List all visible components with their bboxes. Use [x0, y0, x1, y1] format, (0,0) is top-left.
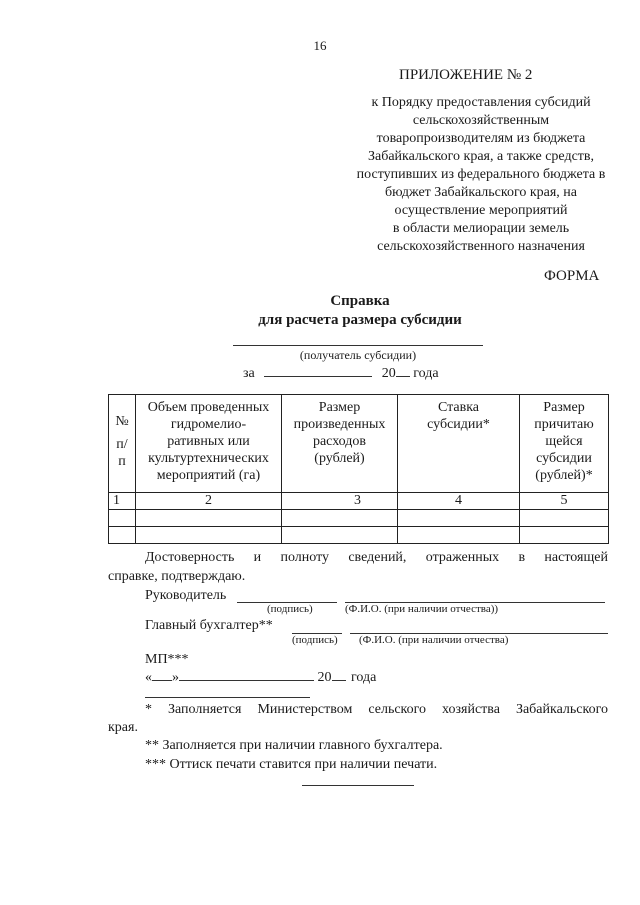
appendix-line: поступивших из федерального бюджета в	[356, 167, 606, 182]
footnote-1-cont: края.	[108, 720, 138, 735]
appendix-line: осуществление мероприятий	[394, 203, 568, 218]
seal-label: МП***	[145, 652, 189, 667]
footnote-divider	[145, 697, 310, 698]
table-header-row	[109, 395, 609, 493]
day-blank[interactable]	[152, 668, 172, 681]
form-label: ФОРМА	[544, 268, 600, 284]
footnote-2: ** Заполняется при наличии главного бухгалтера.	[145, 738, 443, 753]
table-row	[109, 510, 609, 527]
table-cell[interactable]	[136, 510, 282, 527]
table-cell[interactable]	[398, 527, 520, 544]
title-sub: для расчета размера субсидии	[258, 312, 462, 328]
table-cell[interactable]	[136, 527, 282, 544]
table-cell[interactable]	[109, 510, 136, 527]
end-divider	[302, 785, 414, 786]
appendix-line: Забайкальского края, а также средств,	[367, 149, 595, 164]
subsidy-table	[108, 394, 609, 544]
appendix-line: бюджет Забайкальского края, на	[384, 185, 578, 200]
table-cell[interactable]	[109, 527, 136, 544]
period-prefix: за	[243, 366, 255, 381]
certification-line: Достоверность и полноту сведений, отраженных в настоящей	[145, 550, 608, 565]
table-cell[interactable]	[282, 510, 398, 527]
table-cell: 2	[136, 493, 282, 510]
appendix-line: в области мелиорации земель	[392, 221, 570, 236]
document-title	[0, 292, 640, 330]
period-line	[243, 364, 439, 382]
period-blank[interactable]	[264, 364, 372, 377]
date-year-blank[interactable]	[332, 668, 346, 681]
table-cell[interactable]	[398, 510, 520, 527]
table-cell[interactable]	[520, 527, 609, 544]
col-header-rate: Ставка субсидии*	[398, 395, 520, 493]
recipient-field-line[interactable]	[233, 345, 483, 346]
table-cell[interactable]	[520, 510, 609, 527]
table-row	[109, 527, 609, 544]
date-year-prefix: 20	[317, 670, 332, 685]
recipient-label: (получатель субсидии)	[299, 348, 417, 362]
accountant-label: Главный бухгалтер**	[145, 618, 273, 633]
head-label: Руководитель	[145, 588, 227, 603]
date-open-quote: «	[145, 670, 152, 685]
table-cell: 5	[520, 493, 609, 510]
table-number-row	[109, 493, 609, 510]
appendix-line: к Порядку предоставления субсидий	[371, 95, 591, 110]
accountant-name-caption: (Ф.И.О. (при наличии отчества)	[359, 634, 509, 646]
footnote-3: *** Оттиск печати ставится при наличии печати.	[145, 757, 438, 772]
title-main: Справка	[330, 293, 390, 309]
appendix-line: сельскохозяйственным	[412, 113, 550, 128]
page-number: 16	[313, 38, 327, 53]
col-header-number: № п/ п	[109, 395, 136, 493]
date-close-quote: »	[172, 670, 179, 685]
certification-line-cont: справке, подтверждаю.	[108, 569, 246, 584]
head-sign-caption: (подпись)	[267, 603, 313, 615]
month-blank[interactable]	[179, 668, 314, 681]
year-blank[interactable]	[396, 364, 410, 377]
table-cell[interactable]	[282, 527, 398, 544]
table-cell: 3	[282, 493, 398, 510]
accountant-sign-caption: (подпись)	[292, 634, 338, 646]
col-header-volume: Объем проведенных гидромелио- ративных или культуртехнических мероприятий (га)	[136, 395, 282, 493]
date-suffix: года	[351, 670, 377, 685]
col-header-subsidy: Размер причитаю щейся субсидии (рублей)*	[520, 395, 609, 493]
appendix-description	[336, 94, 626, 256]
col-header-expenses: Размер произведенных расходов (рублей)	[282, 395, 398, 493]
date-line	[145, 668, 376, 686]
table-cell: 4	[398, 493, 520, 510]
table-cell: 1	[109, 493, 136, 510]
period-suffix: года	[413, 366, 439, 381]
appendix-line: сельскохозяйственного назначения	[377, 239, 585, 254]
period-year-prefix: 20	[381, 366, 396, 381]
footnote-1: * Заполняется Министерством сельского хозяйства Забайкальского	[145, 702, 608, 717]
appendix-line: товаропроизводителям из бюджета	[376, 131, 586, 146]
appendix-title: ПРИЛОЖЕНИЕ № 2	[399, 67, 533, 83]
head-name-caption: (Ф.И.О. (при наличии отчества))	[345, 603, 499, 615]
